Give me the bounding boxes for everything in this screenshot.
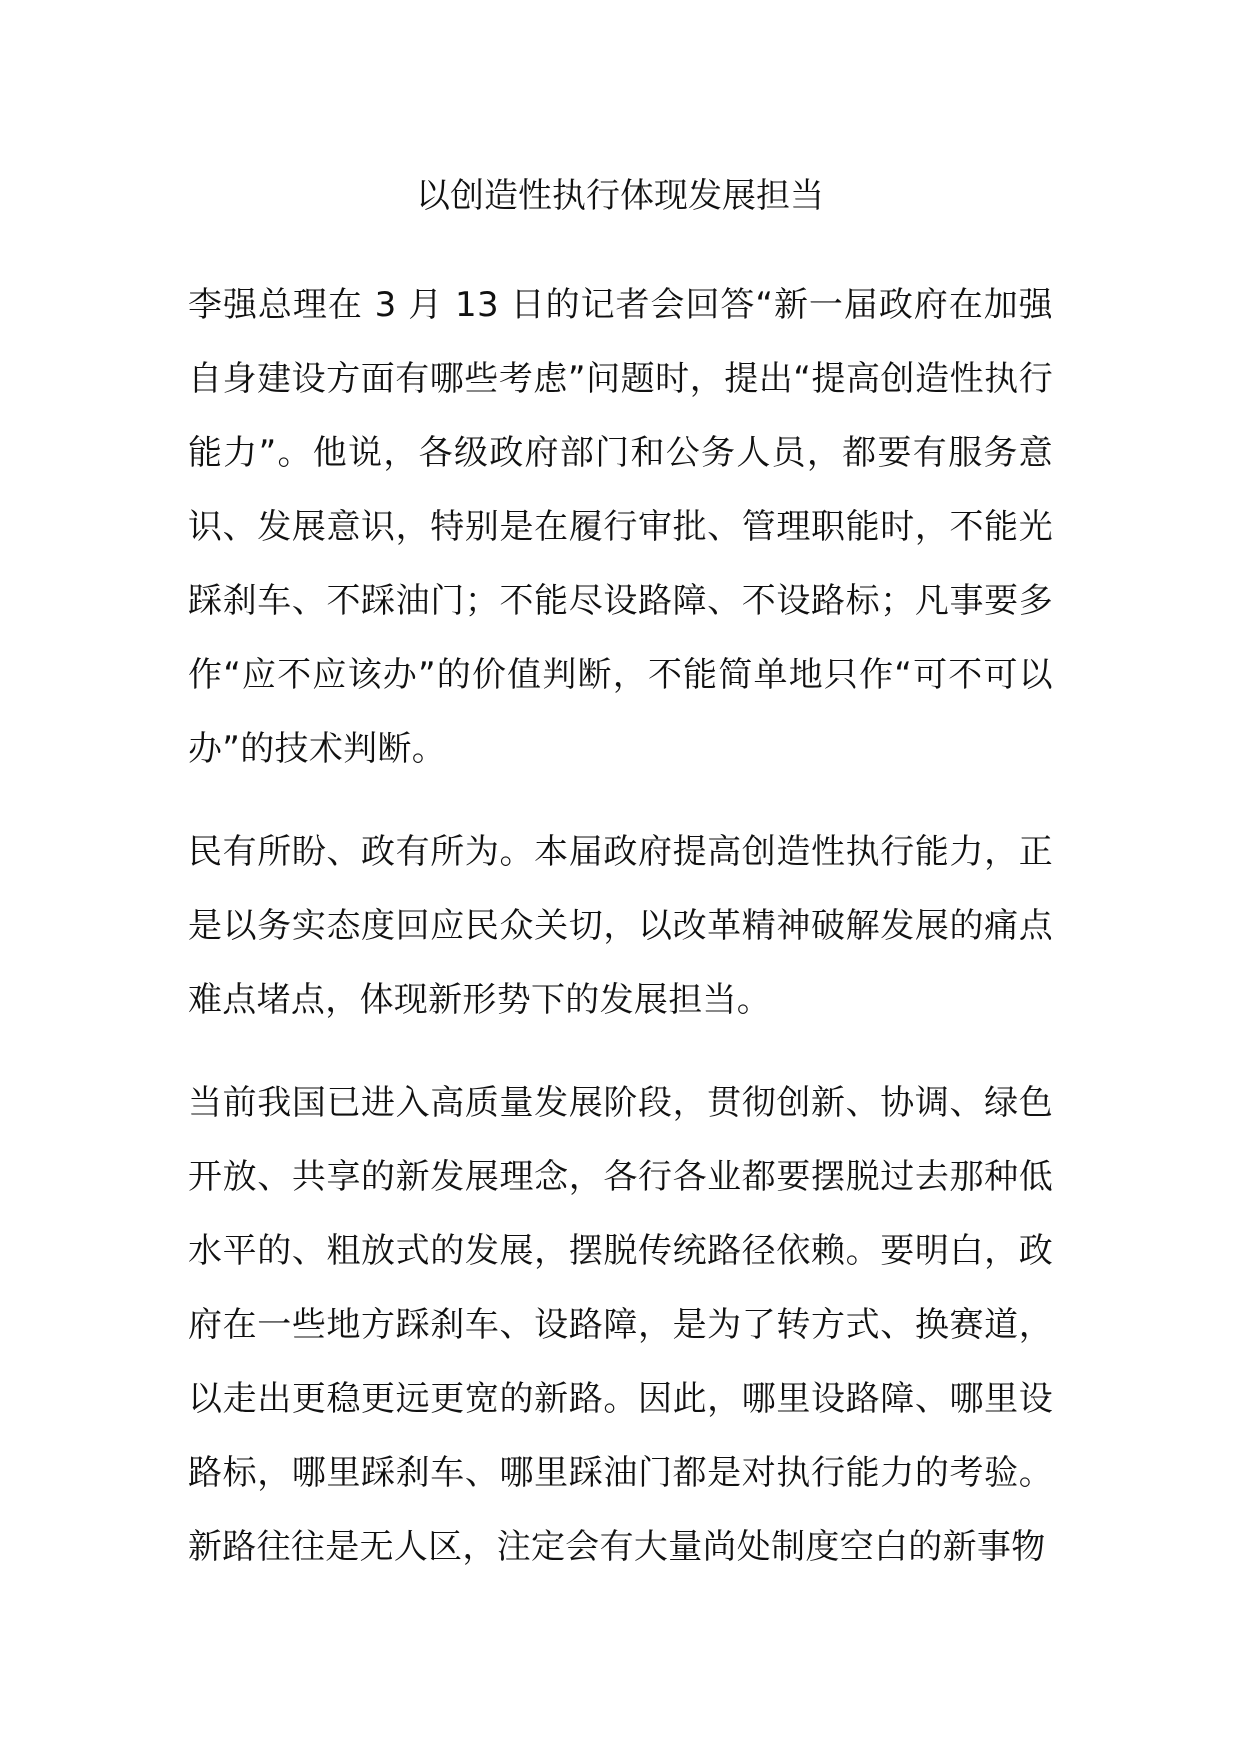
document-body — [188, 268, 1053, 1584]
document-title: 以创造性执行体现发展担当 — [416, 176, 824, 216]
paragraph: 当前我国已进入高质量发展阶段，贯彻创新、协调、绿色开放、共享的新发展理念，各行各业都要摆脱过去那种低水平的、粗放式的发展，摆脱传统路径依赖。要明白，政府在一些地方踩刹车、设路障，是为了转方式、换赛道，以走出更稳更远更宽的新路。因此，哪里设路障、哪里设路标，哪里踩刹车、哪里踩油门都是对执行能力的考验。新路往往是无人区，注定会有大量尚处制度空白的新事物 — [188, 1083, 1053, 1567]
paragraph: 民有所盼、政有所为。本届政府提高创造性执行能力，正是以务实态度回应民众关切，以改革精神破解发展的痛点难点堵点，体现新形势下的发展担当。 — [188, 832, 1053, 1020]
paragraph: 李强总理在 3 月 13 日的记者会回答“新一届政府在加强自身建设方面有哪些考虑”问题时，提出“提高创造性执行能力”。他说，各级政府部门和公务人员，都要有服务意识、发展意识，特别是在履行审批、管理职能时，不能光踩刹车、不踩油门；不能尽设路障、不设路标；凡事要多作“应不应该办”的价值判断，不能简单地只作“可不可以办”的技术判断。 — [188, 285, 1053, 769]
